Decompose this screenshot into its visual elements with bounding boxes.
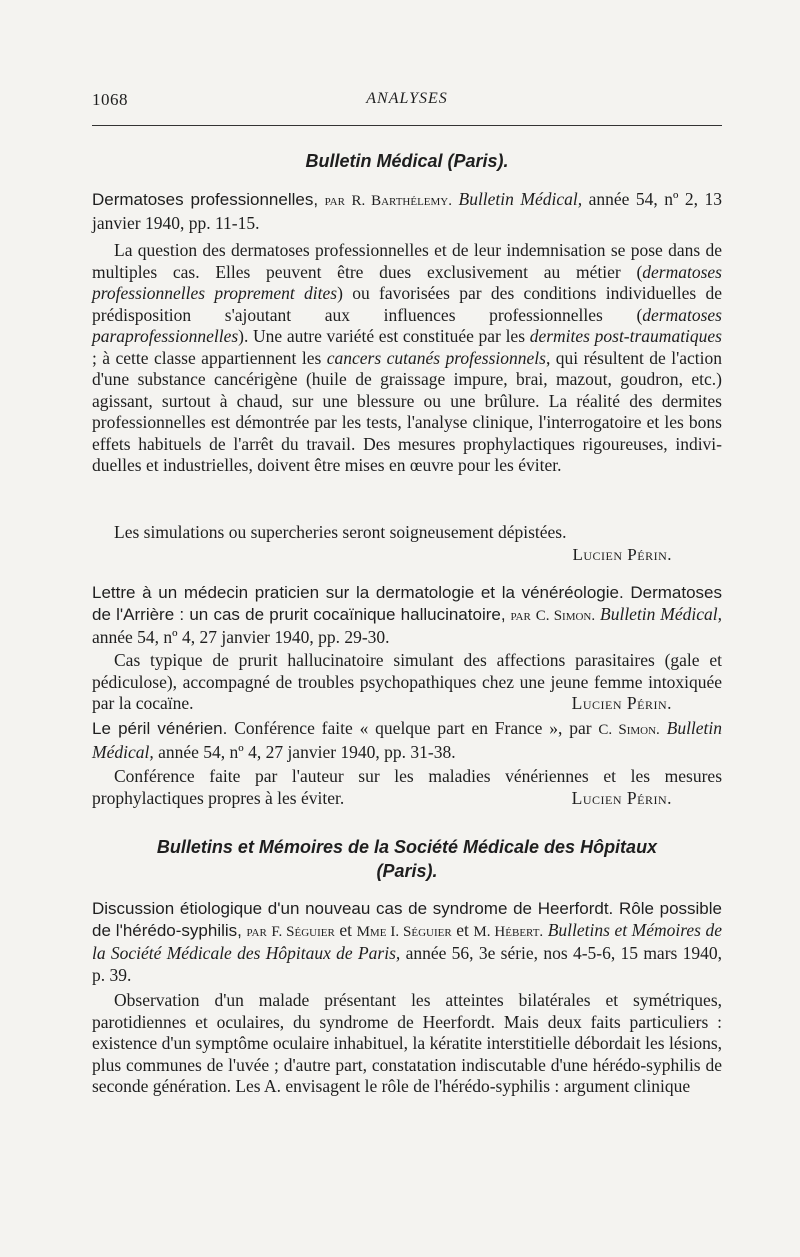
- summary-italic: cancers cutanés professionnels: [326, 347, 546, 368]
- citation-detail: année 54, nº 4, 27 janvier 1940, pp. 29-30.: [92, 627, 390, 647]
- by-word: par: [246, 923, 267, 940]
- signature: Lucien Périn.: [571, 787, 672, 808]
- summary-text: La question des dermatoses professionnelles et de leur indemnisation se pose dans de multiples cas. Elles peuvent être dues exclusivement au métier (: [92, 240, 722, 282]
- article-heerfordt-summary: Observation d'un malade présentant les atteintes bilatérales et symétriques, parotidiennes et oculaires, du syndrome de Heerfordt. Mais deux faits particuliers : existence d'un symptôme oculaire inhabituel, la kératite interstitielle débordait les lésions, plus communes de l'uvée ; d'autre part, constatation indiscutable d'une hérédo-syphilis de seconde génération. Les A. envisagent le rôle de l'hérédo-syphilis : argument clinique: [92, 990, 722, 1096]
- author: M. Hébert.: [473, 923, 544, 940]
- article-heading: Dermatoses professionnelles,: [92, 190, 319, 209]
- citation-detail: année 54, nº 4, 27 janvier 1940, pp. 31-38.: [158, 741, 456, 762]
- author: Mme I. Séguier: [356, 923, 452, 940]
- citation-detail: année 54, nº 2, 13 janvier 1940, pp. 11-15.: [92, 189, 723, 233]
- summary-text: ) ou favorisées par des conditions individuelles de prédisposition s'ajoutant aux influences professionnelles (: [92, 283, 722, 325]
- journal-name: Bulletin Médical,: [458, 189, 583, 209]
- summary-italic: dermatoses paraprofessionnelles: [92, 304, 722, 346]
- article-description: Conférence faite « quelque part en France », par: [234, 718, 592, 738]
- running-head: [92, 90, 722, 110]
- running-title: ANALYSES: [366, 90, 448, 107]
- article-dermatoses-p2: Les simulations ou supercheries seront soigneusement dépistées.: [114, 522, 567, 542]
- page-number: 1068: [92, 90, 128, 109]
- article-peril-citation: [92, 718, 722, 763]
- author: R. Barthélemy.: [351, 193, 452, 209]
- journal-name: Bulletin Médical,: [92, 718, 723, 762]
- section-title-societe-medicale: [92, 835, 722, 883]
- article-lettre-citation: [92, 582, 722, 649]
- author: F. Séguier: [271, 923, 335, 940]
- header-rule: [92, 125, 722, 126]
- summary-text: , qui résultent de l'action d'une substance cancérigène (huile de graissage impure, brai, mazout, goudron, etc.) agissant, surtout à chaud, sur une blessure ou une brûlure. La réalité des dermites professionnelles est démontrée par les tests, l'analyse clinique, l'interrogatoire et les bons effets habituels de l'arrêt du travail. Des mesures prophylactiques rigoureuses, individuelles et industrielles, doivent être mises en œuvre pour les éviter.: [92, 347, 722, 475]
- journal-name: Bulletins et Mémoires de la Société Médicale des Hôpitaux de Paris,: [92, 919, 723, 963]
- article-heerfordt-citation: [92, 898, 722, 986]
- article-heading: Lettre à un médecin praticien sur la dermatologie et la vénéréologie. Dermatoses de l'Arrière : un cas de prurit cocaïnique hallucinatoire,: [92, 583, 722, 624]
- article-lettre-summary: [92, 650, 722, 715]
- article-peril-summary: [92, 766, 722, 809]
- signature: Lucien Périn.: [572, 545, 672, 564]
- signature: Lucien Périn.: [571, 693, 672, 713]
- author: C. Simon.: [598, 722, 660, 738]
- by-word: par: [324, 193, 345, 209]
- summary-text: ). Une autre variété est constituée par les: [238, 326, 530, 346]
- conjunction: et: [456, 919, 469, 940]
- article-heading: Discussion étiologique d'un nouveau cas de syndrome de Heerfordt. Rôle possible de l'hérédo-syphilis,: [92, 899, 722, 940]
- conjunction: et: [339, 919, 353, 940]
- section-title-bulletin-medical: Bulletin Médical (Paris).: [305, 151, 509, 171]
- author: C. Simon.: [535, 607, 596, 624]
- section-title-line: Bulletins et Mémoires de la Société Médicale des Hôpitaux: [156, 837, 658, 857]
- article-dermatoses-citation: [92, 189, 722, 234]
- citation-detail: année 56, 3e série, nos 4-5-6, 15 mars 1940, p. 39.: [92, 943, 723, 985]
- summary-text: Conférence faite par l'auteur sur les maladies vénériennes et les mesures prophylactiques propres à les éviter.: [92, 766, 722, 808]
- article-dermatoses-summary: [92, 240, 722, 477]
- summary-text: Cas typique de prurit hallucinatoire simulant des affections parasitaires (gale et pédiculose), accompagné de troubles psychopathiques chez une jeune femme intoxiquée par la cocaïne.: [92, 650, 722, 713]
- section-title-line: (Paris).: [376, 861, 438, 881]
- summary-italic: dermites post-traumatiques: [529, 326, 722, 346]
- by-word: par: [510, 607, 531, 624]
- article-heading: Le péril vénérien.: [92, 719, 228, 738]
- journal-name: Bulletin Médical,: [600, 603, 723, 624]
- summary-italic: dermatoses professionnelles proprement dites: [92, 261, 722, 303]
- summary-text: ; à cette classe appartiennent les: [92, 347, 327, 368]
